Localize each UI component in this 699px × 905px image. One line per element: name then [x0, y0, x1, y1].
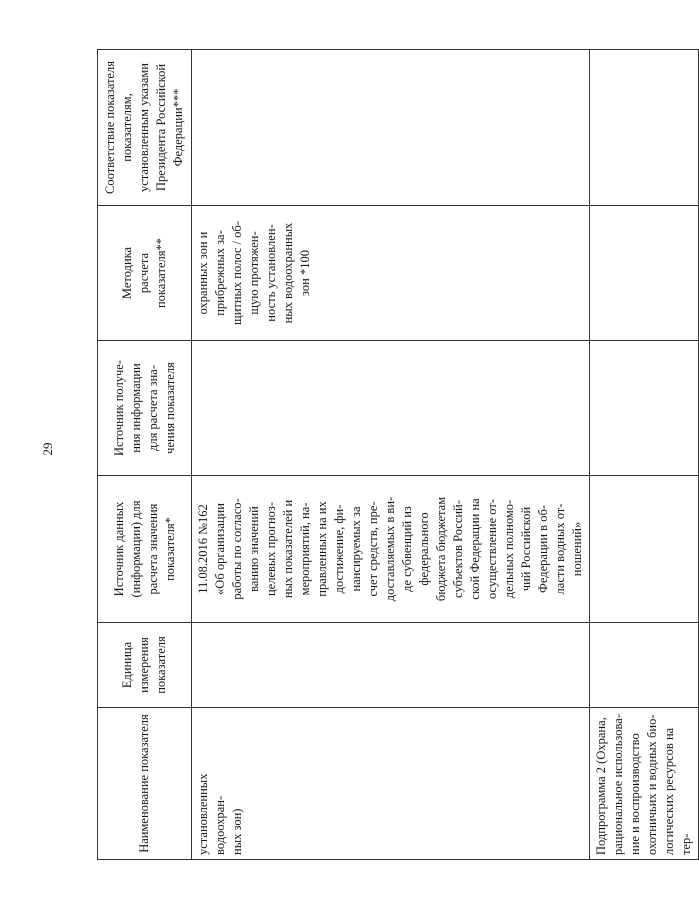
header-unit: Единица измерения показателя	[98, 623, 192, 708]
cell-data-source	[590, 476, 699, 623]
indicator-table	[97, 49, 699, 860]
cell-subprogram-name: Подпрограмма 2 (Охрана, рациональное использова- ние и воспроизводство охотничьих и водных био- логических ресурсов на тер-	[590, 708, 699, 860]
header-data-source: Источник данных (информации) для расчета значения показателя*	[98, 476, 192, 623]
cell-info-source	[590, 341, 699, 476]
table-row	[192, 50, 590, 860]
cell-method	[590, 206, 699, 341]
header-method: Методика расчета показателя**	[98, 206, 192, 341]
cell-data-source: 11.08.2016 №162 «Об организации работы по согласо- ванию значений целевых прогноз- ных показателей и мероприятий, на- правленных на их достижение, фи- нансируемых за счет средств, пре- доставляемых в ви- де субвенций из федерального бюджета бюджетам субъектов Россий- ской Федерации на осуществление от- дельных полномо- чий Российской Федерации в об- ласти водных от- ношений»	[192, 476, 590, 623]
cell-compliance	[590, 50, 699, 206]
header-info-source: Источник получе- ния информации для расчета зна- чения показателя	[98, 341, 192, 476]
cell-unit	[192, 623, 590, 708]
cell-indicator-name: установленных водоохран- ных зон)	[192, 708, 590, 860]
header-compliance: Соответствие показателя показателям, установленным указами Президента Российской Федерации***	[98, 50, 192, 206]
table-row	[590, 50, 699, 860]
header-indicator-name: Наименование показателя	[98, 708, 192, 860]
rotated-table-container	[97, 50, 693, 860]
cell-info-source	[192, 341, 590, 476]
cell-unit	[590, 623, 699, 708]
page-number: 29	[40, 442, 55, 456]
cell-compliance	[192, 50, 590, 206]
cell-method: охранных зон и прибрежных за- щитных полос / об- щую протяжен- ность установлен- ных водоохранных зон *100	[192, 206, 590, 341]
table-header-row	[98, 50, 192, 860]
